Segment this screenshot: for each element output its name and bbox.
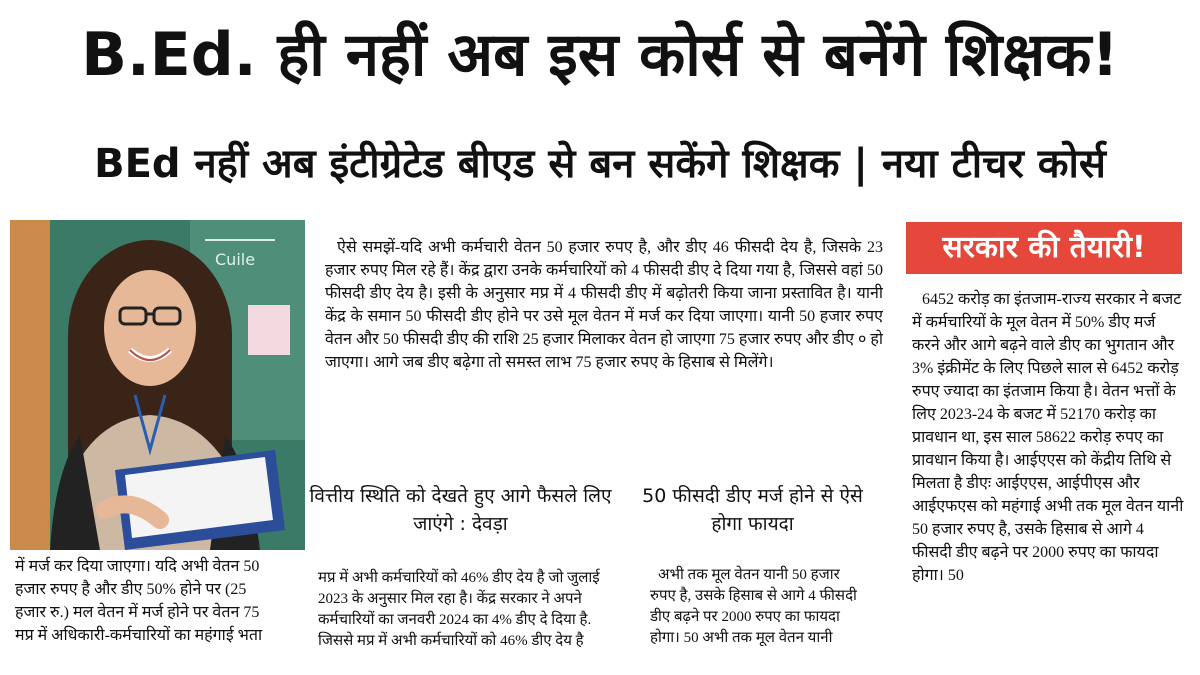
subheading-finance: वित्तीय स्थिति को देखते हुए आगे फैसले लिए जाएंगे : देवड़ा (309, 485, 612, 535)
sidebar-header: सरकार की तैयारी! (906, 222, 1182, 274)
article-column-3: अभी तक मूल वेतन यानी 50 हजार रुपए है, उसके हिसाब से आगे 4 फीसदी डीए बढ़ने पर 2000 रुपए का फायदा होगा। 50 अभी तक मूल वेतन यानी (650, 567, 857, 646)
headline: B.Ed. ही नहीं अब इस कोर्स से बनेंगे शिक्षक! (81, 20, 1119, 90)
article-middle-paragraph: ऐसे समझें-यदि अभी कर्मचारी वेतन 50 हजार रुपए है, और डीए 46 फीसदी देय है, जिसके 23 हजार रुपए मिल रहे हैं। केंद्र द्वारा उनके कर्मचारियों को 4 फीसदी डीए दे दिया गया है, जिससे वहां 50 फीसदी डीए देय है। इसी के अनुसार मप्र में 4 फीसदी डीए में बढ़ोतरी किया जाना प्रस्तावित है। यानी केंद्र के समान 50 फीसदी डीए होने पर उसे मूल वेतन में मर्ज कर दिया जाएगा। यानी 50 हजार रुपए वेतन और 50 फीसदी डीए की राशि 25 हजार मिलाकर वेतन हो जाएगा 75 हजार रुपए और डीए ० हो जाएगा। आगे जब डीए बढ़ेगा तो समस्त लाभ 75 हजार रुपए के हिसाब से मिलेंगे। (325, 239, 883, 371)
subheadline: BEd नहीं अब इंटीग्रेटेड बीएड से बन सकेंगे शिक्षक | नया टीचर कोर्स (94, 141, 1106, 187)
teacher-illustration (10, 220, 305, 550)
sidebar-text: 6452 करोड़ का इंतजाम-राज्य सरकार ने बजट में कर्मचारियों के मूल वेतन में 50% डीए मर्ज करने और आगे बढ़ने वाले डीए का भुगतान और 3% इंक्रीमेंट के लिए पिछले साल से 6452 करोड़ रुपए ज्यादा का इंतजाम किया है। वेतन भत्तों के लिए 2023-24 के बजट में 52170 करोड़ का प्रावधान था, इस साल 58622 करोड़ रुपए का प्रावधान किया है। आईएएस को केंद्रीय तिथि से मिलता है डीएः आईएएस, आईपीएस और आईएफएस को महंगाई अभी तक मूल वेतन यानी 50 हजार रुपए है, उसके हिसाब से आगे 4 फीसदी डीए बढ़ने पर 2000 रुपए का फायदा होगा। 50 (912, 291, 1184, 584)
article-column-2: मप्र में अभी कर्मचारियों को 46% डीए देय है जो जुलाई 2023 के अनुसार मिल रहा है। केंद्र सरकार ने अपने कर्मचारियों का जनवरी 2024 का 4% डीए दे दिया है. जिससे मप्र में अभी कर्मचारियों को 46% डीए देय है (318, 570, 600, 649)
article-left-column: में मर्ज कर दिया जाएगा। यदि अभी वेतन 50 हजार रुपए है और डीए 50% होने पर (25 हजार रु.) मल वेतन में मर्ज होने पर वेतन 75 मप्र में अधिकारी-कर्मचारियों का महंगाई भता (15, 558, 263, 644)
board-text: Cuile (215, 250, 256, 269)
subheading-da-merge: 50 फीसदी डीए मर्ज होने से ऐसे होगा फायदा (642, 485, 863, 535)
teacher-photo (10, 220, 305, 550)
